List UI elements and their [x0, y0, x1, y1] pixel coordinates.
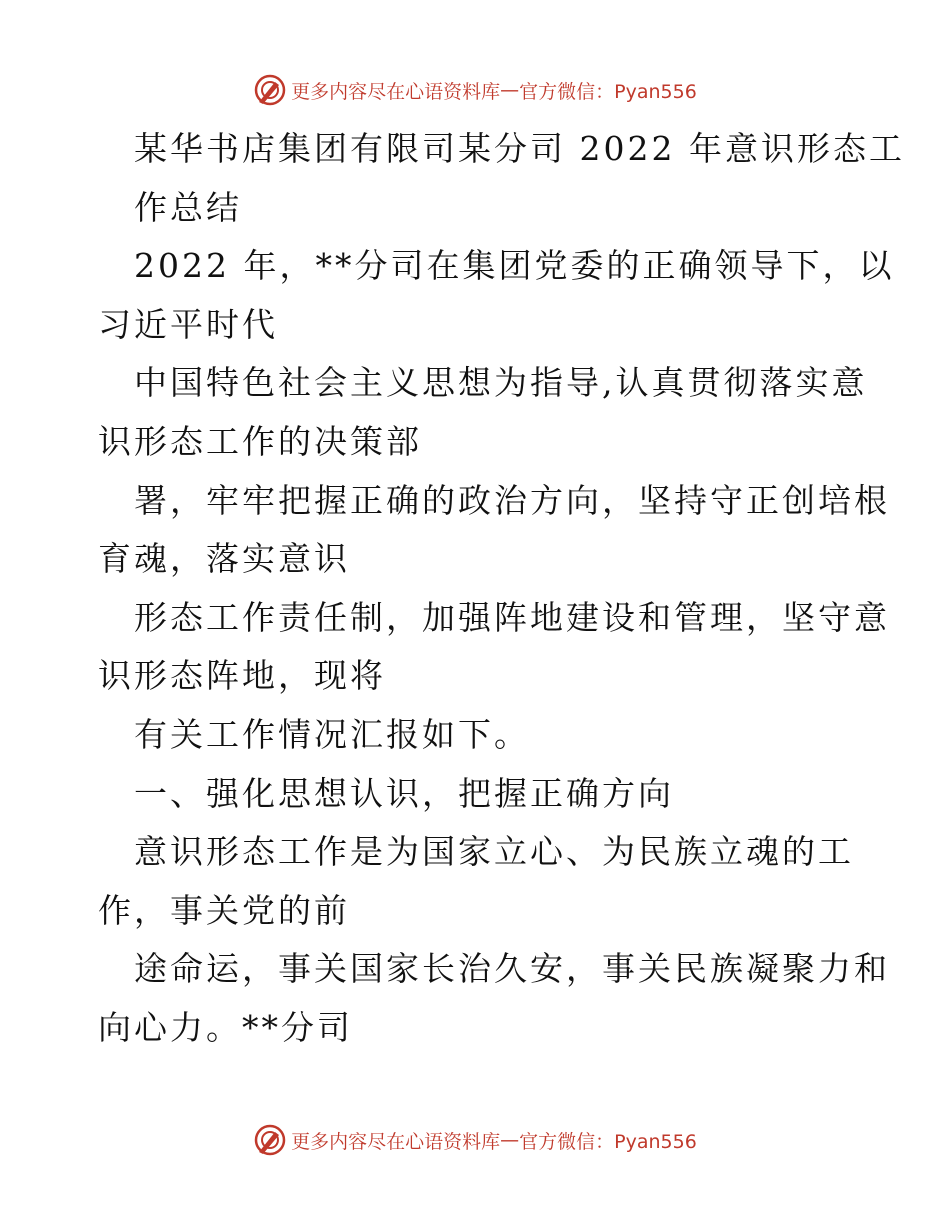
pen-logo-icon — [253, 1123, 287, 1157]
watermark-site-text: 更多内容尽在心语资料库 — [291, 80, 501, 103]
document-line: 一、强化思想认识，把握正确方向 — [134, 773, 674, 813]
document-line: 育魂，落实意识 — [98, 539, 350, 579]
footer-watermark — [0, 1120, 950, 1160]
document-line: 有关工作情况汇报如下。 — [134, 714, 530, 754]
document-line: 中国特色社会主义思想为指导,认真贯彻落实意 — [134, 363, 868, 403]
header-watermark — [0, 70, 950, 110]
document-line: 向心力。**分司 — [98, 1007, 353, 1047]
watermark-site-text: 更多内容尽在心语资料库 — [291, 1130, 501, 1153]
document-line: 作，事关党的前 — [98, 890, 350, 930]
watermark-separator: — — [500, 1129, 520, 1151]
document-line: 识形态工作的决策部 — [98, 421, 422, 461]
document-line: 习近平时代 — [98, 304, 278, 344]
document-line: 2022 年，**分司在集团党委的正确领导下，以 — [134, 246, 895, 286]
document-line: 形态工作责任制，加强阵地建设和管理，坚守意 — [134, 597, 890, 637]
document-line: 意识形态工作是为国家立心、为民族立魂的工 — [134, 832, 854, 872]
document-body — [98, 120, 905, 1058]
document-line: 作总结 — [134, 187, 242, 227]
document-line: 途命运，事关国家长治久安，事关民族凝聚力和 — [134, 949, 890, 989]
document-line: 识形态阵地，现将 — [98, 656, 386, 696]
watermark-wechat-text: 官方微信：Pyan556 — [519, 80, 697, 103]
watermark-separator: — — [500, 79, 520, 101]
watermark-wechat-text: 官方微信：Pyan556 — [519, 1130, 697, 1153]
document-line: 某华书店集团有限司某分司 2022 年意识形态工 — [134, 129, 905, 168]
pen-logo-icon — [253, 73, 287, 107]
document-line: 署，牢牢把握正确的政治方向，坚持守正创培根 — [134, 480, 890, 520]
